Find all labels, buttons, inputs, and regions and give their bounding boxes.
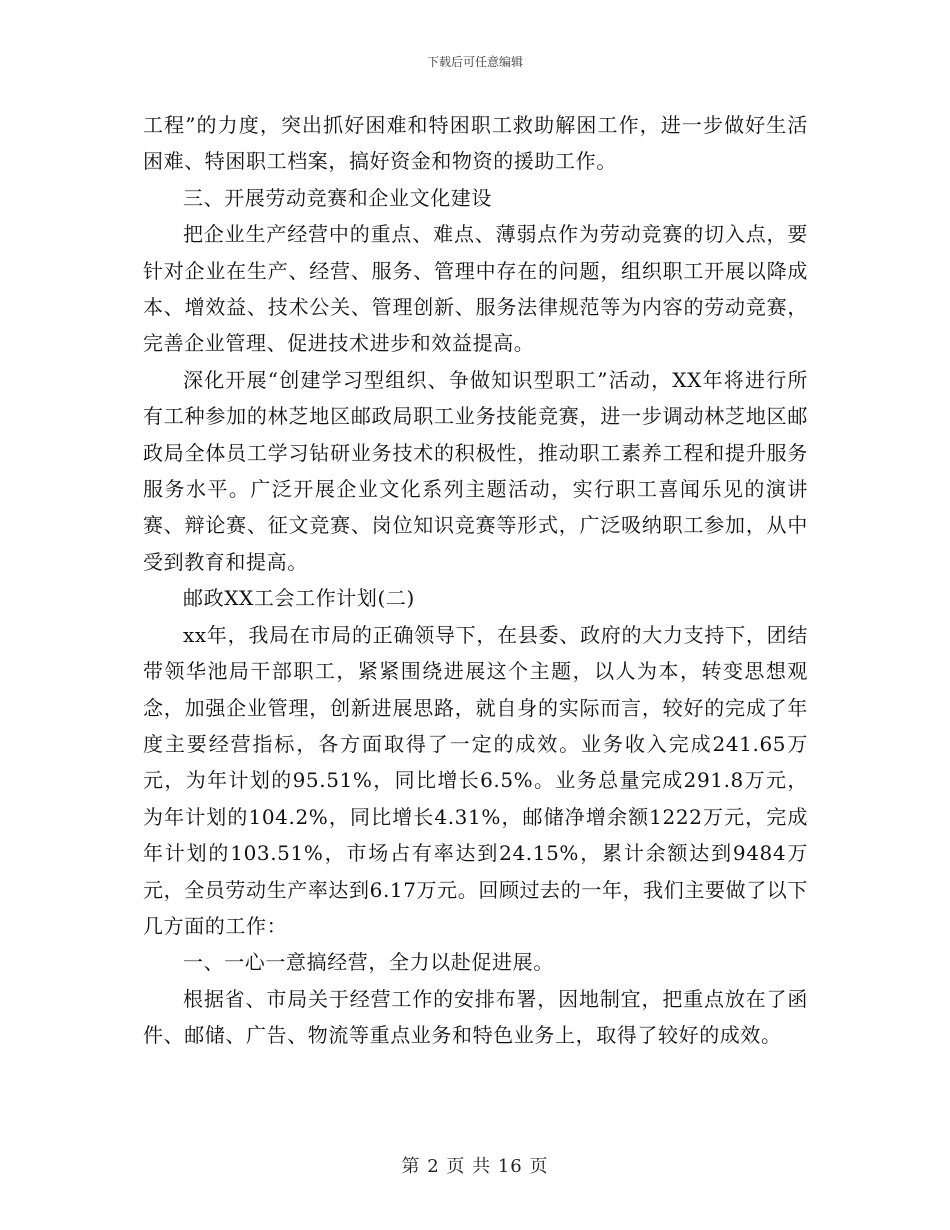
page-number: 第 2 页 共 16 页 bbox=[401, 1156, 549, 1177]
paragraph: 把企业生产经营中的重点、难点、薄弱点作为劳动竞赛的切入点，要针对企业在生产、经营、服务、管理中存在的问题，组织职工开展以降成本、增效益、技术公关、管理创新、服务法律规范等为内容的劳动竞赛，完善企业管理、促进技术进步和效益提高。 bbox=[143, 222, 808, 356]
document-subtitle: 邮政XX工会工作计划(二) bbox=[183, 586, 415, 611]
paragraph: 深化开展“创建学习型组织、争做知识型职工”活动，XX年将进行所有工种参加的林芝地区邮政局职工业务技能竞赛，进一步调动林芝地区邮政局全体员工学习钻研业务技术的积极性，推动职工素养工程和提升服务服务水平。广泛开展企业文化系列主题活动，实行职工喜闻乐见的演讲赛、辩论赛、征文竞赛、岗位知识竞赛等形式，广泛吸纳职工参加，从中受到教育和提高。 bbox=[143, 367, 808, 574]
document-body bbox=[143, 107, 808, 1054]
paragraph: 根据省、市局关于经营工作的安排布署，因地制宜，把重点放在了函件、邮储、广告、物流等重点业务和特色业务上，取得了较好的成效。 bbox=[143, 986, 808, 1048]
paragraph: 工程”的力度，突出抓好困难和特困职工救助解困工作，进一步做好生活困难、特困职工档案，搞好资金和物资的援助工作。 bbox=[143, 113, 808, 174]
section-heading: 一、一心一意搞经营，全力以赴促进展。 bbox=[183, 950, 554, 975]
page-header-note: 下载后可任意编辑 bbox=[426, 55, 523, 69]
section-heading: 三、开展劳动竞赛和企业文化建设 bbox=[183, 185, 492, 210]
paragraph: xx年，我局在市局的正确领导下，在县委、政府的大力支持下，团结带领华池局干部职工，紧紧围绕进展这个主题，以人为本，转变思想观念，加强企业管理，创新进展思路，就自身的实际而言，较好的完成了年度主要经营指标，各方面取得了一定的成效。业务收入完成241.65万元，为年计划的95.51%，同比增长6.5%。业务总量完成291.8万元，为年计划的104.2%，同比增长4.31%，邮储净增余额1222万元，完成年计划的103.51%，市场占有率达到24.15%，累计余额达到9484万元，全员劳动生产率达到6.17万元。回顾过去的一年，我们主要做了以下几方面的工作： bbox=[143, 622, 808, 938]
